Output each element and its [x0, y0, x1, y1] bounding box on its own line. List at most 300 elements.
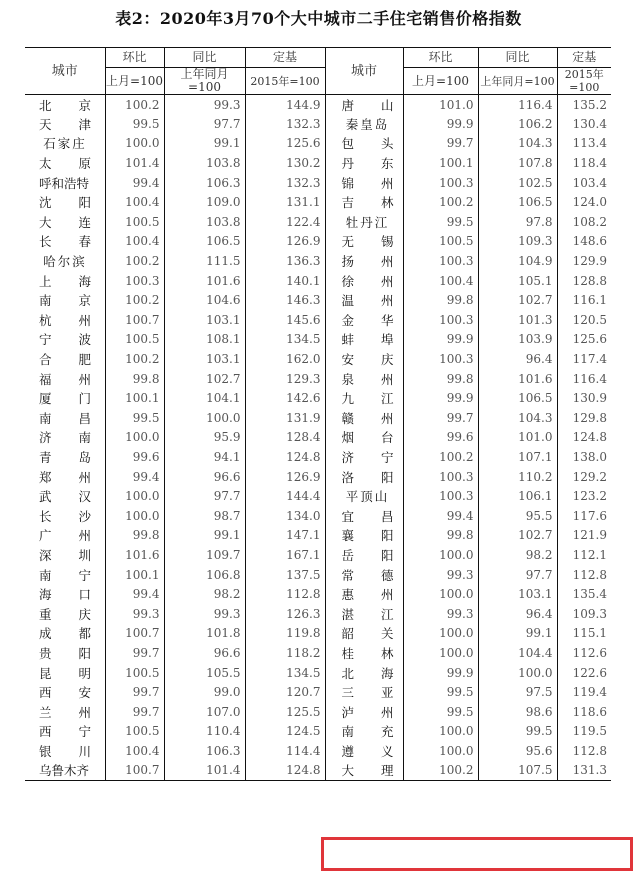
city-cell [25, 290, 105, 310]
yoy-cell: 99.3 [164, 95, 245, 115]
city-name: 济宁 [341, 449, 394, 465]
city-cell [25, 192, 105, 212]
base-cell: 129.3 [245, 369, 325, 389]
mom-cell: 100.4 [403, 271, 478, 291]
base-cell: 128.4 [245, 428, 325, 448]
header-base-base-right: 2015年=100 [557, 68, 611, 95]
base-cell: 136.3 [245, 251, 325, 271]
base-cell: 167.1 [245, 545, 325, 565]
city-cell [25, 232, 105, 252]
city-cell [25, 682, 105, 702]
base-cell: 132.3 [245, 173, 325, 193]
city-cell [25, 643, 105, 663]
city-cell [25, 134, 105, 154]
header-city-left: 城市 [25, 48, 105, 95]
yoy-cell: 111.5 [164, 251, 245, 271]
mom-cell: 100.5 [105, 212, 164, 232]
city-cell [325, 486, 403, 506]
mom-cell: 100.0 [403, 584, 478, 604]
mom-cell: 99.5 [105, 114, 164, 134]
yoy-cell: 101.4 [164, 761, 245, 781]
city-name: 武汉 [39, 489, 91, 505]
yoy-cell: 107.8 [478, 153, 557, 173]
base-cell: 148.6 [557, 232, 611, 252]
mom-cell: 101.6 [105, 545, 164, 565]
yoy-cell: 98.7 [164, 506, 245, 526]
city-name: 惠州 [341, 587, 394, 603]
header-base-base-left: 2015年=100 [245, 68, 325, 95]
city-cell [25, 251, 105, 271]
base-cell: 162.0 [245, 349, 325, 369]
mom-cell: 100.1 [403, 153, 478, 173]
base-cell: 120.7 [245, 682, 325, 702]
base-cell: 131.3 [557, 761, 611, 781]
base-cell: 130.4 [557, 114, 611, 134]
yoy-cell: 96.6 [164, 643, 245, 663]
table-body [25, 95, 611, 781]
table-row [25, 722, 611, 742]
city-cell [25, 604, 105, 624]
table-row [25, 114, 611, 134]
city-cell [325, 604, 403, 624]
base-cell: 135.2 [557, 95, 611, 115]
yoy-cell: 110.2 [478, 467, 557, 487]
yoy-cell: 97.5 [478, 682, 557, 702]
city-cell [325, 388, 403, 408]
city-name: 济南 [39, 430, 91, 446]
city-name: 乌鲁木齐 [39, 763, 90, 779]
yoy-cell: 104.9 [478, 251, 557, 271]
mom-cell: 99.6 [403, 428, 478, 448]
base-cell: 119.5 [557, 722, 611, 742]
base-cell: 125.5 [245, 702, 325, 722]
yoy-cell: 109.3 [478, 232, 557, 252]
city-cell [25, 173, 105, 193]
city-cell [25, 663, 105, 683]
mom-cell: 100.0 [403, 741, 478, 761]
city-name: 西宁 [39, 724, 91, 740]
yoy-cell: 99.1 [164, 526, 245, 546]
city-cell [325, 741, 403, 761]
mom-cell: 100.5 [105, 722, 164, 742]
city-cell [325, 545, 403, 565]
city-name: 徐州 [341, 273, 394, 289]
yoy-cell: 107.0 [164, 702, 245, 722]
table-row [25, 486, 611, 506]
yoy-cell: 101.6 [164, 271, 245, 291]
table-row [25, 761, 611, 781]
city-name: 南京 [39, 293, 91, 309]
mom-cell: 99.3 [403, 565, 478, 585]
city-cell [25, 330, 105, 350]
mom-cell: 99.5 [403, 682, 478, 702]
mom-cell: 99.5 [105, 408, 164, 428]
city-cell [25, 349, 105, 369]
base-cell: 131.9 [245, 408, 325, 428]
yoy-cell: 95.6 [478, 741, 557, 761]
city-name: 桂林 [341, 645, 394, 661]
header-mom-left: 环比 [105, 48, 164, 68]
city-cell [25, 584, 105, 604]
mom-cell: 100.7 [105, 761, 164, 781]
city-name: 遵义 [341, 743, 394, 759]
header-base-left: 定基 [245, 48, 325, 68]
yoy-cell: 104.6 [164, 290, 245, 310]
mom-cell: 100.2 [105, 95, 164, 115]
city-cell [325, 232, 403, 252]
base-cell: 120.5 [557, 310, 611, 330]
base-cell: 103.4 [557, 173, 611, 193]
mom-cell: 101.0 [403, 95, 478, 115]
yoy-cell: 103.1 [478, 584, 557, 604]
base-cell: 113.4 [557, 134, 611, 154]
city-name: 秦皇岛 [345, 116, 390, 132]
city-cell [325, 565, 403, 585]
table-row [25, 682, 611, 702]
mom-cell: 100.1 [105, 388, 164, 408]
mom-cell: 99.9 [403, 663, 478, 683]
city-name: 太原 [39, 156, 91, 172]
city-cell [25, 506, 105, 526]
city-name: 吉林 [341, 195, 394, 211]
city-name: 北京 [39, 97, 91, 113]
yoy-cell: 106.1 [478, 486, 557, 506]
table-row [25, 663, 611, 683]
table-row [25, 290, 611, 310]
yoy-cell: 99.5 [478, 722, 557, 742]
city-name: 锦州 [341, 175, 394, 191]
table-row [25, 232, 611, 252]
city-name: 石家庄 [43, 136, 87, 152]
yoy-cell: 98.6 [478, 702, 557, 722]
city-cell [25, 153, 105, 173]
yoy-cell: 97.7 [164, 114, 245, 134]
yoy-cell: 102.5 [478, 173, 557, 193]
base-cell: 134.5 [245, 330, 325, 350]
city-name: 呼和浩特 [39, 175, 90, 191]
mom-cell: 100.5 [403, 232, 478, 252]
yoy-cell: 101.0 [478, 428, 557, 448]
base-cell: 126.9 [245, 467, 325, 487]
city-name: 岳阳 [341, 547, 394, 563]
yoy-cell: 96.4 [478, 604, 557, 624]
city-cell [325, 349, 403, 369]
city-name: 洛阳 [341, 469, 394, 485]
mom-cell: 99.3 [105, 604, 164, 624]
header-base-right: 定基 [557, 48, 611, 68]
highlight-box-dali [321, 837, 633, 871]
yoy-cell: 99.1 [164, 134, 245, 154]
city-cell [325, 330, 403, 350]
city-cell [325, 526, 403, 546]
yoy-cell: 100.0 [164, 408, 245, 428]
mom-cell: 100.3 [403, 173, 478, 193]
city-cell [325, 467, 403, 487]
table-row [25, 643, 611, 663]
city-cell [25, 310, 105, 330]
city-name: 兰州 [39, 704, 91, 720]
base-cell: 112.6 [557, 643, 611, 663]
city-name: 西安 [39, 685, 91, 701]
city-cell [325, 702, 403, 722]
table-row [25, 545, 611, 565]
table-row [25, 251, 611, 271]
base-cell: 112.1 [557, 545, 611, 565]
city-cell [325, 682, 403, 702]
city-name: 无锡 [341, 234, 394, 250]
base-cell: 118.4 [557, 153, 611, 173]
mom-cell: 100.5 [105, 330, 164, 350]
city-name: 青岛 [39, 449, 91, 465]
yoy-cell: 102.7 [164, 369, 245, 389]
city-name: 常德 [341, 567, 394, 583]
city-cell [25, 212, 105, 232]
city-name: 厦门 [39, 391, 91, 407]
base-cell: 123.2 [557, 486, 611, 506]
header-yoy-right: 同比 [478, 48, 557, 68]
city-name: 南昌 [39, 410, 91, 426]
yoy-cell: 104.3 [478, 134, 557, 154]
yoy-cell: 109.0 [164, 192, 245, 212]
mom-cell: 100.0 [105, 486, 164, 506]
city-cell [25, 95, 105, 115]
yoy-cell: 107.1 [478, 447, 557, 467]
table-row [25, 173, 611, 193]
table-row [25, 467, 611, 487]
base-cell: 129.2 [557, 467, 611, 487]
yoy-cell: 100.0 [478, 663, 557, 683]
base-cell: 124.5 [245, 722, 325, 742]
base-cell: 137.5 [245, 565, 325, 585]
city-name: 杭州 [39, 312, 91, 328]
table-row [25, 369, 611, 389]
city-name: 贵阳 [39, 645, 91, 661]
mom-cell: 100.3 [403, 486, 478, 506]
yoy-cell: 106.5 [478, 192, 557, 212]
yoy-cell: 106.3 [164, 741, 245, 761]
header-mom-base-right: 上月=100 [403, 68, 478, 95]
mom-cell: 99.4 [105, 467, 164, 487]
mom-cell: 100.2 [403, 192, 478, 212]
yoy-cell: 95.9 [164, 428, 245, 448]
base-cell: 124.0 [557, 192, 611, 212]
city-name: 海口 [39, 587, 91, 603]
city-name: 襄阳 [341, 528, 394, 544]
city-cell [325, 428, 403, 448]
base-cell: 118.6 [557, 702, 611, 722]
city-cell [325, 447, 403, 467]
base-cell: 130.9 [557, 388, 611, 408]
city-cell [25, 428, 105, 448]
city-cell [25, 447, 105, 467]
city-cell [25, 702, 105, 722]
table-row [25, 212, 611, 232]
mom-cell: 99.9 [403, 388, 478, 408]
mom-cell: 100.0 [105, 428, 164, 448]
city-cell [25, 565, 105, 585]
city-name: 天津 [39, 116, 91, 132]
city-name: 长沙 [39, 508, 91, 524]
yoy-cell: 107.5 [478, 761, 557, 781]
table-row [25, 192, 611, 212]
base-cell: 128.8 [557, 271, 611, 291]
city-cell [325, 408, 403, 428]
mom-cell: 99.8 [403, 290, 478, 310]
mom-cell: 101.4 [105, 153, 164, 173]
city-cell [325, 663, 403, 683]
mom-cell: 100.0 [403, 722, 478, 742]
base-cell: 126.3 [245, 604, 325, 624]
mom-cell: 99.7 [403, 134, 478, 154]
city-name: 扬州 [341, 254, 394, 270]
base-cell: 140.1 [245, 271, 325, 291]
base-cell: 119.4 [557, 682, 611, 702]
base-cell: 125.6 [245, 134, 325, 154]
yoy-cell: 96.4 [478, 349, 557, 369]
city-cell [25, 486, 105, 506]
yoy-cell: 97.8 [478, 212, 557, 232]
mom-cell: 99.8 [403, 526, 478, 546]
mom-cell: 100.0 [403, 624, 478, 644]
city-name: 烟台 [341, 430, 394, 446]
city-name: 银川 [39, 743, 91, 759]
yoy-cell: 97.7 [164, 486, 245, 506]
yoy-cell: 101.6 [478, 369, 557, 389]
yoy-cell: 101.3 [478, 310, 557, 330]
mom-cell: 100.0 [403, 545, 478, 565]
city-name: 南充 [341, 724, 394, 740]
header-mom-right: 环比 [403, 48, 478, 68]
mom-cell: 99.5 [403, 702, 478, 722]
city-name: 深圳 [39, 547, 91, 563]
base-cell: 131.1 [245, 192, 325, 212]
header-yoy-left: 同比 [164, 48, 245, 68]
city-name: 九江 [341, 391, 394, 407]
base-cell: 118.2 [245, 643, 325, 663]
mom-cell: 99.7 [105, 643, 164, 663]
base-cell: 125.6 [557, 330, 611, 350]
yoy-cell: 99.0 [164, 682, 245, 702]
yoy-cell: 101.8 [164, 624, 245, 644]
yoy-cell: 106.5 [478, 388, 557, 408]
base-cell: 109.3 [557, 604, 611, 624]
yoy-cell: 105.5 [164, 663, 245, 683]
base-cell: 132.3 [245, 114, 325, 134]
mom-cell: 99.7 [105, 702, 164, 722]
table-row [25, 526, 611, 546]
city-name: 韶关 [341, 626, 394, 642]
mom-cell: 100.0 [105, 134, 164, 154]
base-cell: 124.8 [245, 447, 325, 467]
mom-cell: 100.7 [105, 624, 164, 644]
city-cell [25, 761, 105, 781]
table-row [25, 134, 611, 154]
mom-cell: 99.8 [105, 369, 164, 389]
mom-cell: 99.4 [105, 173, 164, 193]
yoy-cell: 110.4 [164, 722, 245, 742]
yoy-cell: 98.2 [164, 584, 245, 604]
base-cell: 108.2 [557, 212, 611, 232]
yoy-cell: 103.1 [164, 310, 245, 330]
city-name: 大连 [39, 214, 91, 230]
city-cell [325, 192, 403, 212]
yoy-cell: 103.1 [164, 349, 245, 369]
city-cell [25, 408, 105, 428]
price-index-table [25, 47, 611, 781]
yoy-cell: 94.1 [164, 447, 245, 467]
city-name: 大理 [341, 763, 394, 779]
table-row [25, 330, 611, 350]
city-name: 成都 [39, 626, 91, 642]
mom-cell: 99.3 [403, 604, 478, 624]
city-name: 蚌埠 [341, 332, 394, 348]
city-name: 泸州 [341, 704, 394, 720]
mom-cell: 99.9 [403, 114, 478, 134]
mom-cell: 100.5 [105, 663, 164, 683]
header-mom-base-left: 上月=100 [105, 68, 164, 95]
base-cell: 116.1 [557, 290, 611, 310]
table-row [25, 447, 611, 467]
city-name: 昆明 [39, 665, 91, 681]
yoy-cell: 104.4 [478, 643, 557, 663]
base-cell: 146.3 [245, 290, 325, 310]
mom-cell: 100.0 [105, 506, 164, 526]
mom-cell: 99.5 [403, 212, 478, 232]
yoy-cell: 105.1 [478, 271, 557, 291]
mom-cell: 100.4 [105, 232, 164, 252]
mom-cell: 100.2 [403, 447, 478, 467]
city-cell [325, 153, 403, 173]
base-cell: 144.4 [245, 486, 325, 506]
city-cell [325, 369, 403, 389]
city-cell [25, 741, 105, 761]
mom-cell: 100.1 [105, 565, 164, 585]
yoy-cell: 99.1 [478, 624, 557, 644]
base-cell: 112.8 [245, 584, 325, 604]
city-cell [325, 173, 403, 193]
table-row [25, 428, 611, 448]
mom-cell: 99.4 [105, 584, 164, 604]
city-cell [25, 526, 105, 546]
mom-cell: 100.2 [105, 251, 164, 271]
city-name: 泉州 [341, 371, 394, 387]
mom-cell: 100.0 [403, 643, 478, 663]
city-cell [325, 251, 403, 271]
city-cell [325, 212, 403, 232]
yoy-cell: 104.3 [478, 408, 557, 428]
mom-cell: 99.8 [403, 369, 478, 389]
city-cell [25, 624, 105, 644]
base-cell: 135.4 [557, 584, 611, 604]
base-cell: 112.8 [557, 565, 611, 585]
city-cell [325, 134, 403, 154]
city-cell [325, 310, 403, 330]
city-cell [325, 114, 403, 134]
city-name: 金华 [341, 312, 394, 328]
table-row [25, 741, 611, 761]
mom-cell: 100.4 [105, 741, 164, 761]
base-cell: 122.4 [245, 212, 325, 232]
base-cell: 114.4 [245, 741, 325, 761]
yoy-cell: 109.7 [164, 545, 245, 565]
city-cell [325, 95, 403, 115]
base-cell: 129.8 [557, 408, 611, 428]
mom-cell: 100.2 [105, 349, 164, 369]
city-cell [25, 722, 105, 742]
base-cell: 122.6 [557, 663, 611, 683]
city-name: 温州 [341, 293, 394, 309]
table-row [25, 604, 611, 624]
